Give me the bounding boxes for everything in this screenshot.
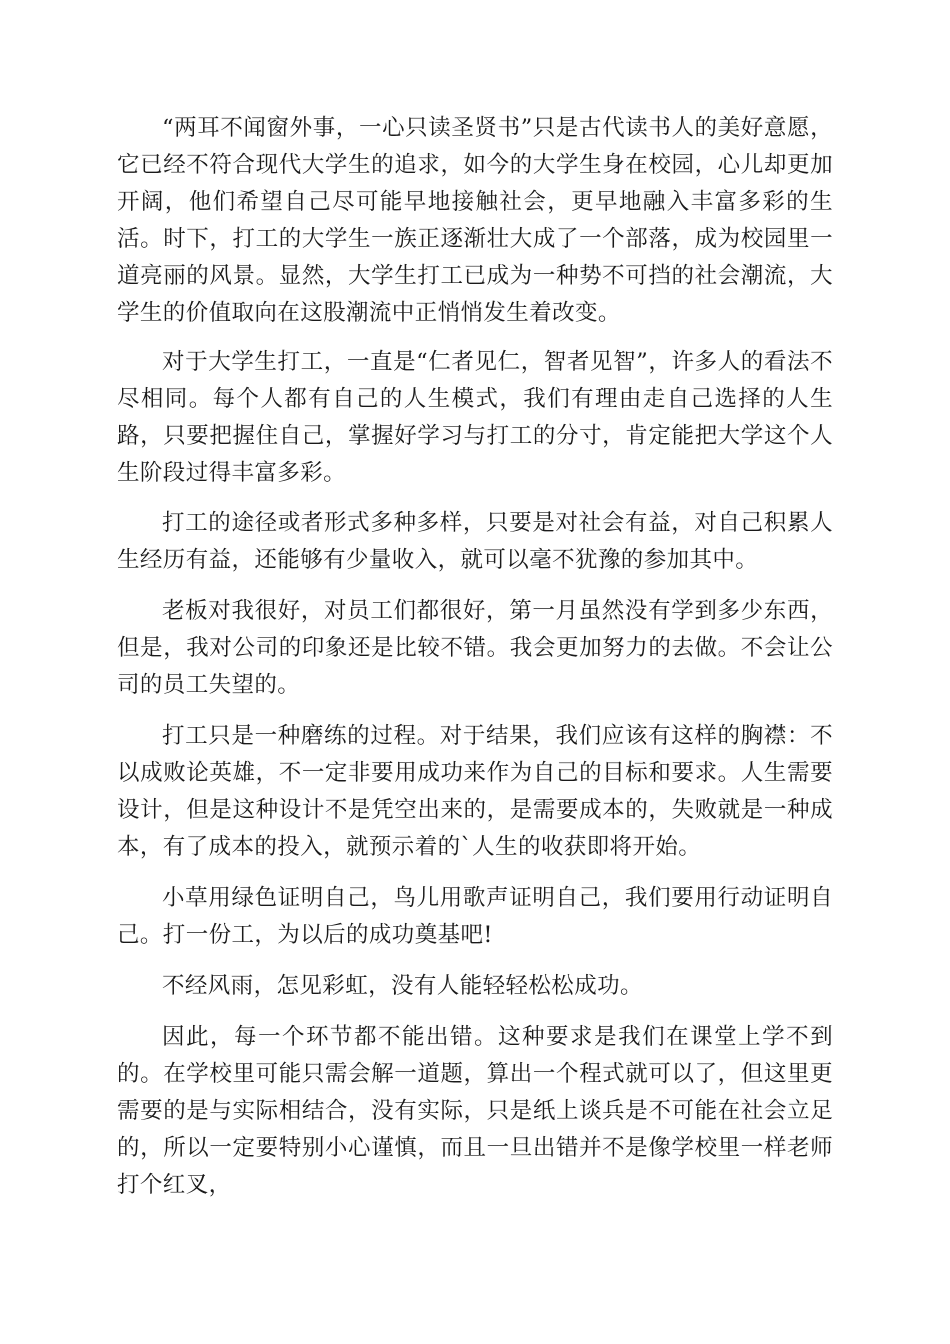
paragraph-8: 因此，每一个环节都不能出错。这种要求是我们在课堂上学不到的。在学校里可能只需会解一道题，算出一个程式就可以了，但这里更需要的是与实际相结合，没有实际，只是纸上谈兵是不可能在社会立足的，所以一定要特别小心谨慎，而且一旦出错并不是像学校里一样老师打个红叉， xyxy=(117,1024,833,1198)
paragraph-6: 小草用绿色证明自己，鸟儿用歌声证明自己，我们要用行动证明自己。打一份工，为以后的成功奠基吧! xyxy=(117,885,833,948)
paragraph-7: 不经风雨，怎见彩虹，没有人能轻轻松松成功。 xyxy=(162,973,643,999)
paragraph-1: “两耳不闻窗外事，一心只读圣贤书”只是古代读书人的美好意愿，它已经不符合现代大学生的追求，如今的大学生身在校园，心儿却更加开阔，他们希望自己尽可能早地接触社会，更早地融入丰富多彩的生活。时下，打工的大学生一族正逐渐壮大成了一个部落，成为校园里一道亮丽的风景。显然，大学生打工已成为一种势不可挡的社会潮流，大学生的价值取向在这股潮流中正悄悄发生着改变。 xyxy=(117,115,833,326)
paragraph-4: 老板对我很好，对员工们都很好，第一月虽然没有学到多少东西，但是，我对公司的印象还是比较不错。我会更加努力的去做。不会让公司的员工失望的。 xyxy=(117,598,833,698)
paragraph-2: 对于大学生打工，一直是“仁者见仁，智者见智”，许多人的看法不尽相同。每个人都有自己的人生模式，我们有理由走自己选择的人生路，只要把握住自己，掌握好学习与打工的分寸，肯定能把大学这个人生阶段过得丰富多彩。 xyxy=(117,349,833,486)
document-page xyxy=(117,110,833,1218)
paragraph-3: 打工的途径或者形式多种多样，只要是对社会有益，对自己积累人生经历有益，还能够有少量收入，就可以毫不犹豫的参加其中。 xyxy=(117,510,833,573)
paragraph-5: 打工只是一种磨练的过程。对于结果，我们应该有这样的胸襟：不以成败论英雄，不一定非要用成功来作为自己的目标和要求。人生需要设计，但是这种设计不是凭空出来的，是需要成本的，失败就是一种成本，有了成本的投入，就预示着的`人生的收获即将开始。 xyxy=(117,723,833,860)
